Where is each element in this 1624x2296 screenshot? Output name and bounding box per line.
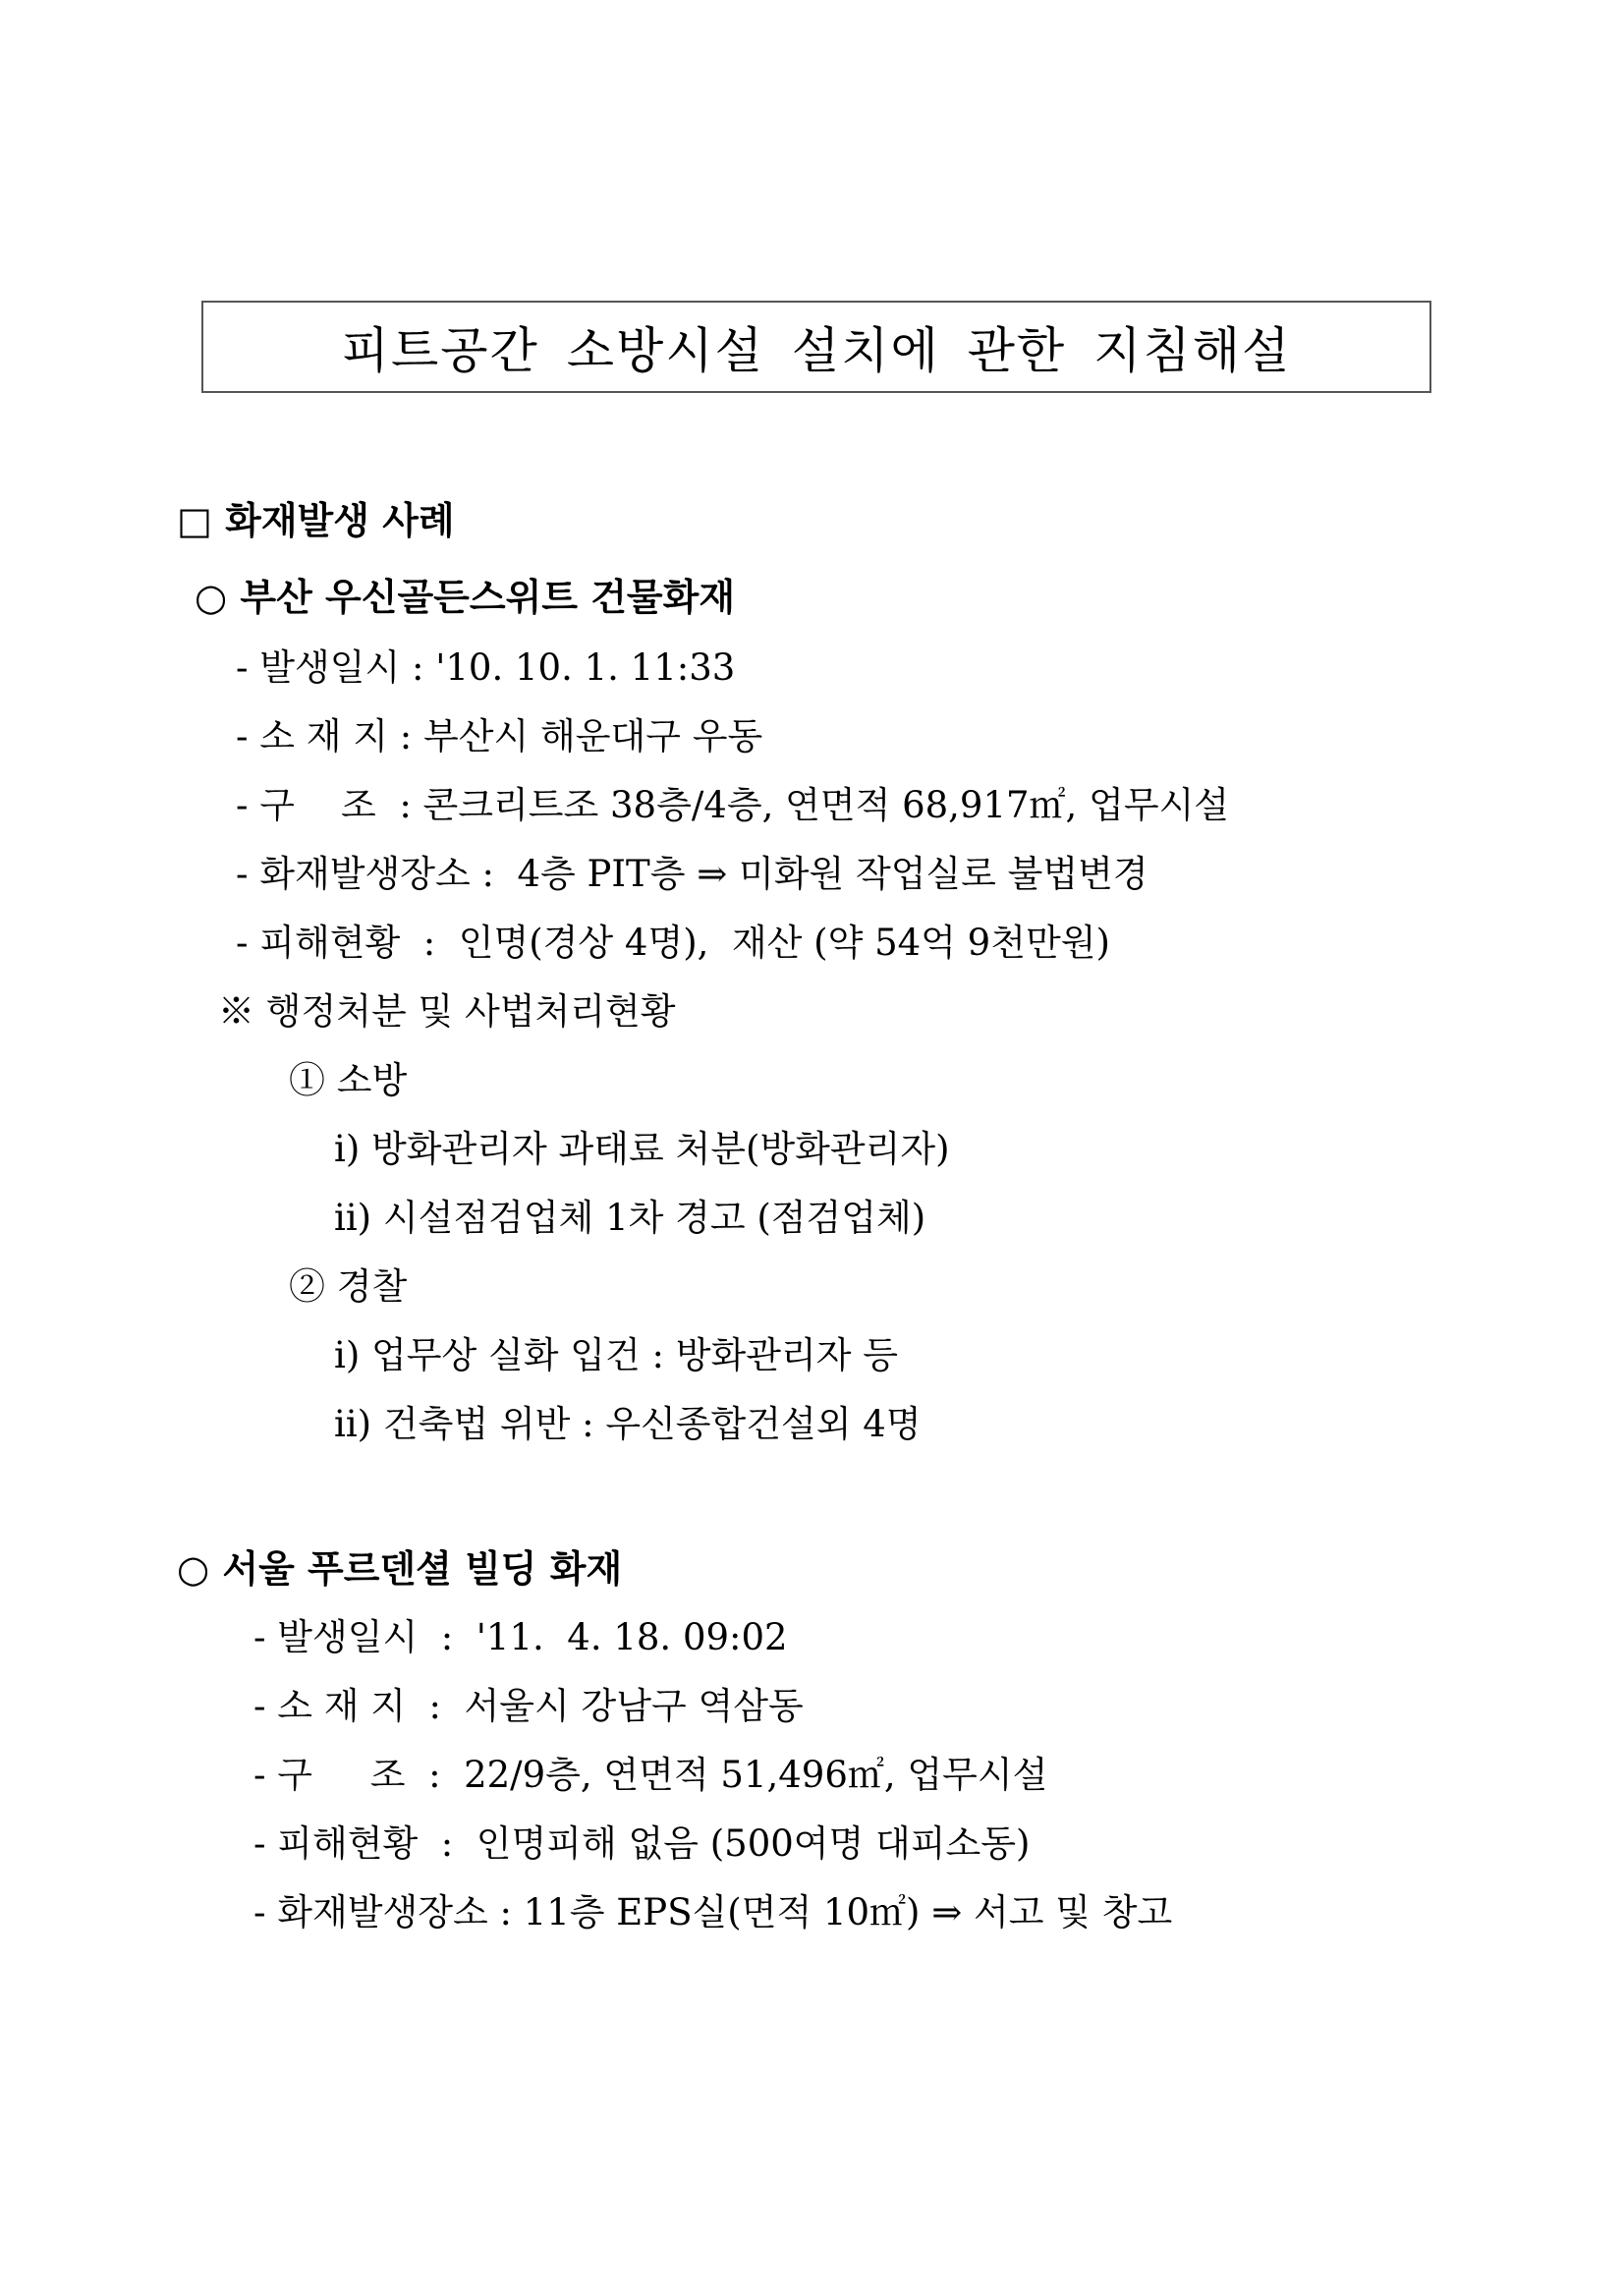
title-box bbox=[201, 301, 1431, 393]
document-title: 피트공간 소방시설 설치에 관한 지침해설 bbox=[341, 322, 1292, 379]
case1-line-date: - 발생일시 : '10. 10. 1. 11:33 bbox=[236, 646, 736, 689]
case1-line-damage: - 피해현황 : 인명(경상 4명), 재산 (약 54억 9천만원) bbox=[236, 922, 1110, 964]
section-heading: □ 화재발생 사례 bbox=[177, 499, 455, 542]
case1-line-structure: - 구 조 : 콘크리트조 38층/4층, 연면적 68,917㎡, 업무시설 bbox=[236, 784, 1230, 826]
case1-sub1-item-2: ⅱ) 시설점검업체 1차 경고 (점검업체) bbox=[334, 1197, 926, 1239]
case1-sub2-heading: ② 경찰 bbox=[289, 1265, 408, 1308]
case1-heading: ○ 부산 우신골든스위트 건물화재 bbox=[195, 576, 736, 619]
case2-line-structure: - 구 조 : 22/9층, 연면적 51,496㎡, 업무시설 bbox=[253, 1754, 1048, 1796]
case1-sub2-item-1: ⅰ) 업무상 실화 입건 : 방화관리자 등 bbox=[334, 1334, 898, 1376]
case1-note: ※ 행정처분 및 사법처리현황 bbox=[218, 990, 676, 1033]
case2-line-damage: - 피해현황 : 인명피해 없음 (500여명 대피소동) bbox=[253, 1822, 1031, 1865]
case2-line-fire-place: - 화재발생장소 : 11층 EPS실(면적 10㎡) ⇒ 서고 및 창고 bbox=[253, 1891, 1173, 1933]
case2-line-location: - 소 재 지 : 서울시 강남구 역삼동 bbox=[253, 1685, 804, 1727]
case1-sub2-item-2: ⅱ) 건축법 위반 : 우신종합건설외 4명 bbox=[334, 1403, 922, 1445]
case1-sub1-heading: ① 소방 bbox=[289, 1059, 408, 1101]
case1-line-location: - 소 재 지 : 부산시 해운대구 우동 bbox=[236, 715, 763, 757]
case1-line-fire-place: - 화재발생장소 : 4층 PIT층 ⇒ 미화원 작업실로 불법변경 bbox=[236, 853, 1148, 895]
case2-heading: ○ 서울 푸르덴셜 빌딩 화재 bbox=[177, 1547, 623, 1591]
case1-sub1-item-1: ⅰ) 방화관리자 과태료 처분(방화관리자) bbox=[334, 1128, 950, 1170]
case2-line-date: - 발생일시 : '11. 4. 18. 09:02 bbox=[253, 1616, 788, 1658]
